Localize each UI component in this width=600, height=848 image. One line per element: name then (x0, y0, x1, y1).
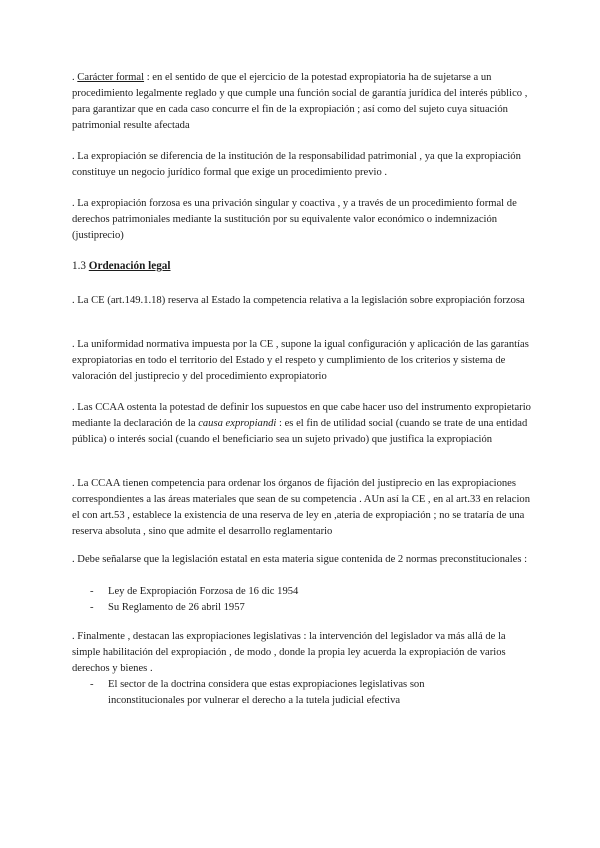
paragraph-responsabilidad: . La expropiación se diferencia de la institución de la responsabilidad patrimonial , ya que la expropiación constituye un negocio jurídico formal que exige un procedimiento previo . (72, 151, 521, 178)
list-item-text: Su Reglamento de 26 abril 1957 (108, 602, 245, 613)
paragraph-text-after: : es el fin de utilidad social (cuando se trate de una entidad pública) o interés social (cuando el beneficiario sea un sujeto privado) que justifica la expropiación (72, 418, 528, 445)
paragraph-ccaa-competencia: . La CCAA tienen competencia para ordenar los órganos de fijación del justiprecio en las expropiaciones correspondientes a las áreas materiales que sean de su competencia . AUn así la CE , en al art.33 en relacion el con art.53 , establece la existencia de una reserva de ley en ,ateria de expropiación ; no se trataría de una reserva absoluta , sino que admite el desarrollo reglamentario (72, 478, 530, 537)
paragraph-expropiaciones-legislativas: . Finalmente , destacan las expropiaciones legislativas : la intervención del legislador va más allá de la simple habilitación del expropiación , de modo , donde la propia ley acuerda la expropiación de varios derechos y bienes . (72, 631, 506, 674)
dash-bullet: - (90, 679, 94, 690)
list-item (90, 677, 470, 709)
paragraph-caracter-formal (72, 70, 534, 134)
term-causa-expropiandi: causa expropiandi (198, 418, 277, 429)
list-item (90, 584, 520, 600)
paragraph-uniformidad: . La uniformidad normativa impuesta por la CE , supone la igual configuración y aplicación de las garantías expropiatorias en todo el territorio del Estado y el respeto y cumplimiento de los criterios y sistema de valoración del justiprecio y del procedimiento expropiatorio (72, 339, 529, 382)
paragraph-text: : en el sentido de que el ejercicio de la potestad expropiatoria ha de sujetarse a un procedimiento legalmente reglado y que cumple una función social de garantía jurídica del interés público , para garantizar que en cada caso concurre el fin de la expropiación ; así como del sujeto cuya situación patrimonial resulte afectada (72, 72, 528, 131)
doctrine-list (90, 677, 470, 709)
paragraph-ce-reserva: . La CE (art.149.1.18) reserva al Estado la competencia relativa a la legislación sobre expropiación forzosa (72, 295, 525, 306)
paragraph-text-before: . Las CCAA ostenta la potestad de definir los supuestos en que cabe hacer uso del instrumento expropietario mediante la declaración de la (72, 402, 531, 429)
term-caracter-formal: Carácter formal (77, 72, 145, 83)
paragraph-ccaa-potestad (72, 400, 534, 448)
norms-list (90, 584, 520, 616)
section-heading (72, 258, 171, 274)
list-item-text: El sector de la doctrina considera que estas expropiaciones legislativas son inconstitucionales por vulnerar el derecho a la tutela judicial efectiva (108, 679, 425, 706)
list-item-text: Ley de Expropiación Forzosa de 16 dic 1954 (108, 586, 299, 597)
paragraph-expropiacion-forzosa: . La expropiación forzosa es una privación singular y coactiva , y a través de un procedimiento formal de derechos patrimoniales mediante la sustitución por su equivalente valor económico o indemnización (justiprecio) (72, 198, 517, 241)
section-title: Ordenación legal (88, 260, 171, 272)
paragraph-legislacion-estatal: . Debe señalarse que la legislación estatal en esta materia sigue contenida de 2 normas preconstitucionales : (72, 554, 528, 565)
list-item (90, 600, 520, 616)
dash-bullet: - (90, 586, 94, 597)
section-number: 1.3 (72, 260, 86, 272)
paragraph-lead: . (72, 72, 78, 83)
dash-bullet: - (90, 602, 94, 613)
